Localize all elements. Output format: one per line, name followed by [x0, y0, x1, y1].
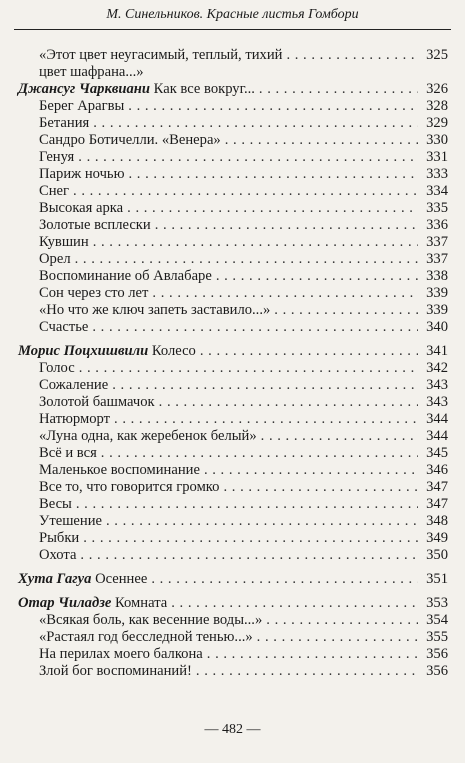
toc-entry[interactable]: [39, 530, 448, 547]
toc-page-number: 347: [426, 479, 448, 495]
toc-entry-title: Всё и вся: [39, 445, 97, 461]
dot-leader: [155, 217, 418, 234]
author-name: Отар Чиладзе: [18, 595, 112, 611]
toc-author-entry[interactable]: [18, 81, 448, 98]
toc-author-entry[interactable]: [18, 571, 448, 588]
dot-leader: [76, 496, 418, 513]
toc-page-number: 341: [426, 343, 448, 359]
dot-leader: [79, 360, 418, 377]
toc-entry-title: «Но что же ключ запеть заставило...»: [39, 302, 271, 318]
toc-page-number: 343: [426, 377, 448, 393]
dot-leader: [73, 183, 418, 200]
toc-entry-title: Кувшин: [39, 234, 89, 250]
dot-leader: [83, 530, 418, 547]
toc-entry[interactable]: [39, 319, 448, 336]
dot-leader: [159, 394, 418, 411]
toc-entry[interactable]: [39, 428, 448, 445]
toc-entry-intro[interactable]: [39, 47, 448, 81]
toc-entry-title: Золотой башмачок: [39, 394, 155, 410]
toc-entry-title: «Всякая боль, как весенние воды...»: [39, 612, 263, 628]
dot-leader: [225, 132, 418, 149]
dot-leader: [204, 462, 418, 479]
work-title: Комната: [111, 595, 168, 611]
dot-leader: [92, 319, 418, 336]
toc-entry-title: Высокая арка: [39, 200, 124, 216]
toc-entry-title: Сожаление: [39, 377, 109, 393]
toc-page-number: 347: [426, 496, 448, 512]
dot-leader: [80, 547, 418, 564]
page-number-footer: — 482 —: [204, 722, 261, 737]
toc-page-number: 337: [426, 251, 448, 267]
toc-page-number: 344: [426, 411, 448, 427]
toc-entry-title: Натюрморт: [39, 411, 111, 427]
toc-entry-title-line1: «Этот цвет неугасимый, теплый, тихий: [39, 47, 283, 63]
toc-page-number: 338: [426, 268, 448, 284]
toc-entry[interactable]: [39, 629, 448, 646]
dot-leader: [78, 149, 418, 166]
toc-entry[interactable]: [39, 462, 448, 479]
toc-author-title: [18, 571, 147, 588]
toc-entry[interactable]: [39, 445, 448, 462]
dot-leader: [75, 251, 418, 268]
toc-entry-title: «Растаял год бесследной тенью...»: [39, 629, 253, 645]
dot-leader: [200, 343, 418, 360]
toc-entry-title: Счастье: [39, 319, 89, 335]
toc-author-entry[interactable]: [18, 595, 448, 612]
toc-entry[interactable]: [39, 377, 448, 394]
dot-leader: [196, 663, 418, 680]
toc-page-number: 336: [426, 217, 448, 233]
toc-entry-title: «Луна одна, как жеребенок белый»: [39, 428, 257, 444]
dot-leader: [207, 646, 418, 663]
toc-entry-title: Орел: [39, 251, 71, 267]
toc-entry[interactable]: [39, 166, 448, 183]
dot-leader: [286, 47, 418, 64]
toc-page-number: 331: [426, 149, 448, 165]
dot-leader: [93, 234, 418, 251]
toc-entry[interactable]: [39, 149, 448, 166]
toc-page-number: 351: [426, 571, 448, 587]
work-title: Осеннее: [91, 571, 148, 587]
toc-entry[interactable]: [39, 115, 448, 132]
toc-page-number: 356: [426, 663, 448, 679]
toc-page-number: 342: [426, 360, 448, 376]
toc-entry[interactable]: [39, 663, 448, 680]
toc-entry-title: Рыбки: [39, 530, 80, 546]
dot-leader: [171, 595, 418, 612]
dot-leader: [128, 98, 418, 115]
toc-page-number: 350: [426, 547, 448, 563]
running-header: М. Синельников. Красные листья Гомбори: [14, 6, 451, 30]
toc-page-number: 346: [426, 462, 448, 478]
toc-entry[interactable]: [39, 251, 448, 268]
dot-leader: [128, 166, 418, 183]
toc-entry-title: Сандро Ботичелли. «Венера»: [39, 132, 221, 148]
author-name: Хута Гагуа: [18, 571, 92, 587]
dot-leader: [106, 513, 418, 530]
toc-page-number: 333: [426, 166, 448, 182]
toc-entry-title: Воспоминание об Авлабаре: [39, 268, 212, 284]
toc-author-entry[interactable]: [18, 343, 448, 360]
toc-page-number: 339: [426, 302, 448, 318]
dot-leader: [274, 302, 418, 319]
toc-entry-title: Золотые всплески: [39, 217, 151, 233]
toc-entry[interactable]: [39, 98, 448, 115]
table-of-contents: [18, 47, 448, 680]
toc-entry-title: Берег Арагвы: [39, 98, 125, 114]
work-title: Колесо: [148, 343, 196, 359]
dot-leader: [152, 285, 418, 302]
toc-author-title: [18, 81, 255, 98]
toc-author-title: [18, 595, 167, 612]
toc-page-number: 353: [426, 595, 448, 611]
toc-entry[interactable]: [39, 646, 448, 663]
toc-entry-title: Все то, что говорится громко: [39, 479, 220, 495]
dot-leader: [257, 629, 418, 646]
toc-page-number: 349: [426, 530, 448, 546]
toc-entry[interactable]: [39, 411, 448, 428]
toc-entry[interactable]: [39, 183, 448, 200]
toc-page-number: 339: [426, 285, 448, 301]
dot-leader: [101, 445, 418, 462]
toc-entry-title: На перилах моего балкона: [39, 646, 203, 662]
toc-page-number: 328: [426, 98, 448, 114]
toc-entry[interactable]: [39, 394, 448, 411]
toc-page-number: 345: [426, 445, 448, 461]
dot-leader: [266, 612, 418, 629]
toc-entry-title: Утешение: [39, 513, 102, 529]
toc-entry[interactable]: [39, 612, 448, 629]
toc-page-number: 354: [426, 612, 448, 628]
toc-entry[interactable]: [39, 200, 448, 217]
toc-entry-title: Злой бог воспоминаний!: [39, 663, 192, 679]
toc-page-number: 325: [426, 47, 448, 63]
toc-page-number: 334: [426, 183, 448, 199]
toc-page-number: 356: [426, 646, 448, 662]
dot-leader: [261, 428, 418, 445]
dot-leader: [151, 571, 418, 588]
toc-author-title: [18, 343, 196, 360]
toc-entry-title-line2: цвет шафрана...»: [39, 64, 144, 80]
toc-entry[interactable]: [39, 285, 448, 302]
toc-page-number: 343: [426, 394, 448, 410]
toc-entry-title: Весы: [39, 496, 72, 512]
author-name: Морис Поцхишвили: [18, 343, 149, 359]
toc-page-number: 344: [426, 428, 448, 444]
toc-entry[interactable]: [39, 479, 448, 496]
toc-entry-title: Снег: [39, 183, 70, 199]
toc-page-number: 326: [426, 81, 448, 97]
toc-entry[interactable]: [39, 268, 448, 285]
toc-entry[interactable]: [39, 360, 448, 377]
toc-page-number: 335: [426, 200, 448, 216]
toc-page-number: 340: [426, 319, 448, 335]
toc-page-number: 329: [426, 115, 448, 131]
toc-entry[interactable]: [39, 513, 448, 530]
work-title: Как все вокруг...: [150, 81, 255, 97]
toc-entry-title: Бетания: [39, 115, 90, 131]
toc-page-number: 355: [426, 629, 448, 645]
toc-page-number: 348: [426, 513, 448, 529]
toc-entry-title: Сон через сто лет: [39, 285, 149, 301]
author-name: Джансуг Чарквиани: [18, 81, 151, 97]
toc-entry[interactable]: [39, 132, 448, 149]
toc-entry-title: Охота: [39, 547, 77, 563]
dot-leader: [114, 411, 418, 428]
toc-page-number: 337: [426, 234, 448, 250]
dot-leader: [93, 115, 418, 132]
toc-entry[interactable]: [39, 547, 448, 564]
toc-entry[interactable]: [39, 234, 448, 251]
toc-entry-title: Париж ночью: [39, 166, 125, 182]
toc-entry[interactable]: [39, 496, 448, 513]
dot-leader: [216, 268, 418, 285]
dot-leader: [223, 479, 418, 496]
dot-leader: [127, 200, 418, 217]
dot-leader: [112, 377, 418, 394]
toc-page-number: 330: [426, 132, 448, 148]
toc-entry-title: Голос: [39, 360, 75, 376]
toc-entry[interactable]: [39, 217, 448, 234]
toc-entry-title: Генуя: [39, 149, 75, 165]
dot-leader: [259, 81, 418, 98]
toc-entry-title: Маленькое воспоминание: [39, 462, 200, 478]
toc-entry[interactable]: [39, 302, 448, 319]
